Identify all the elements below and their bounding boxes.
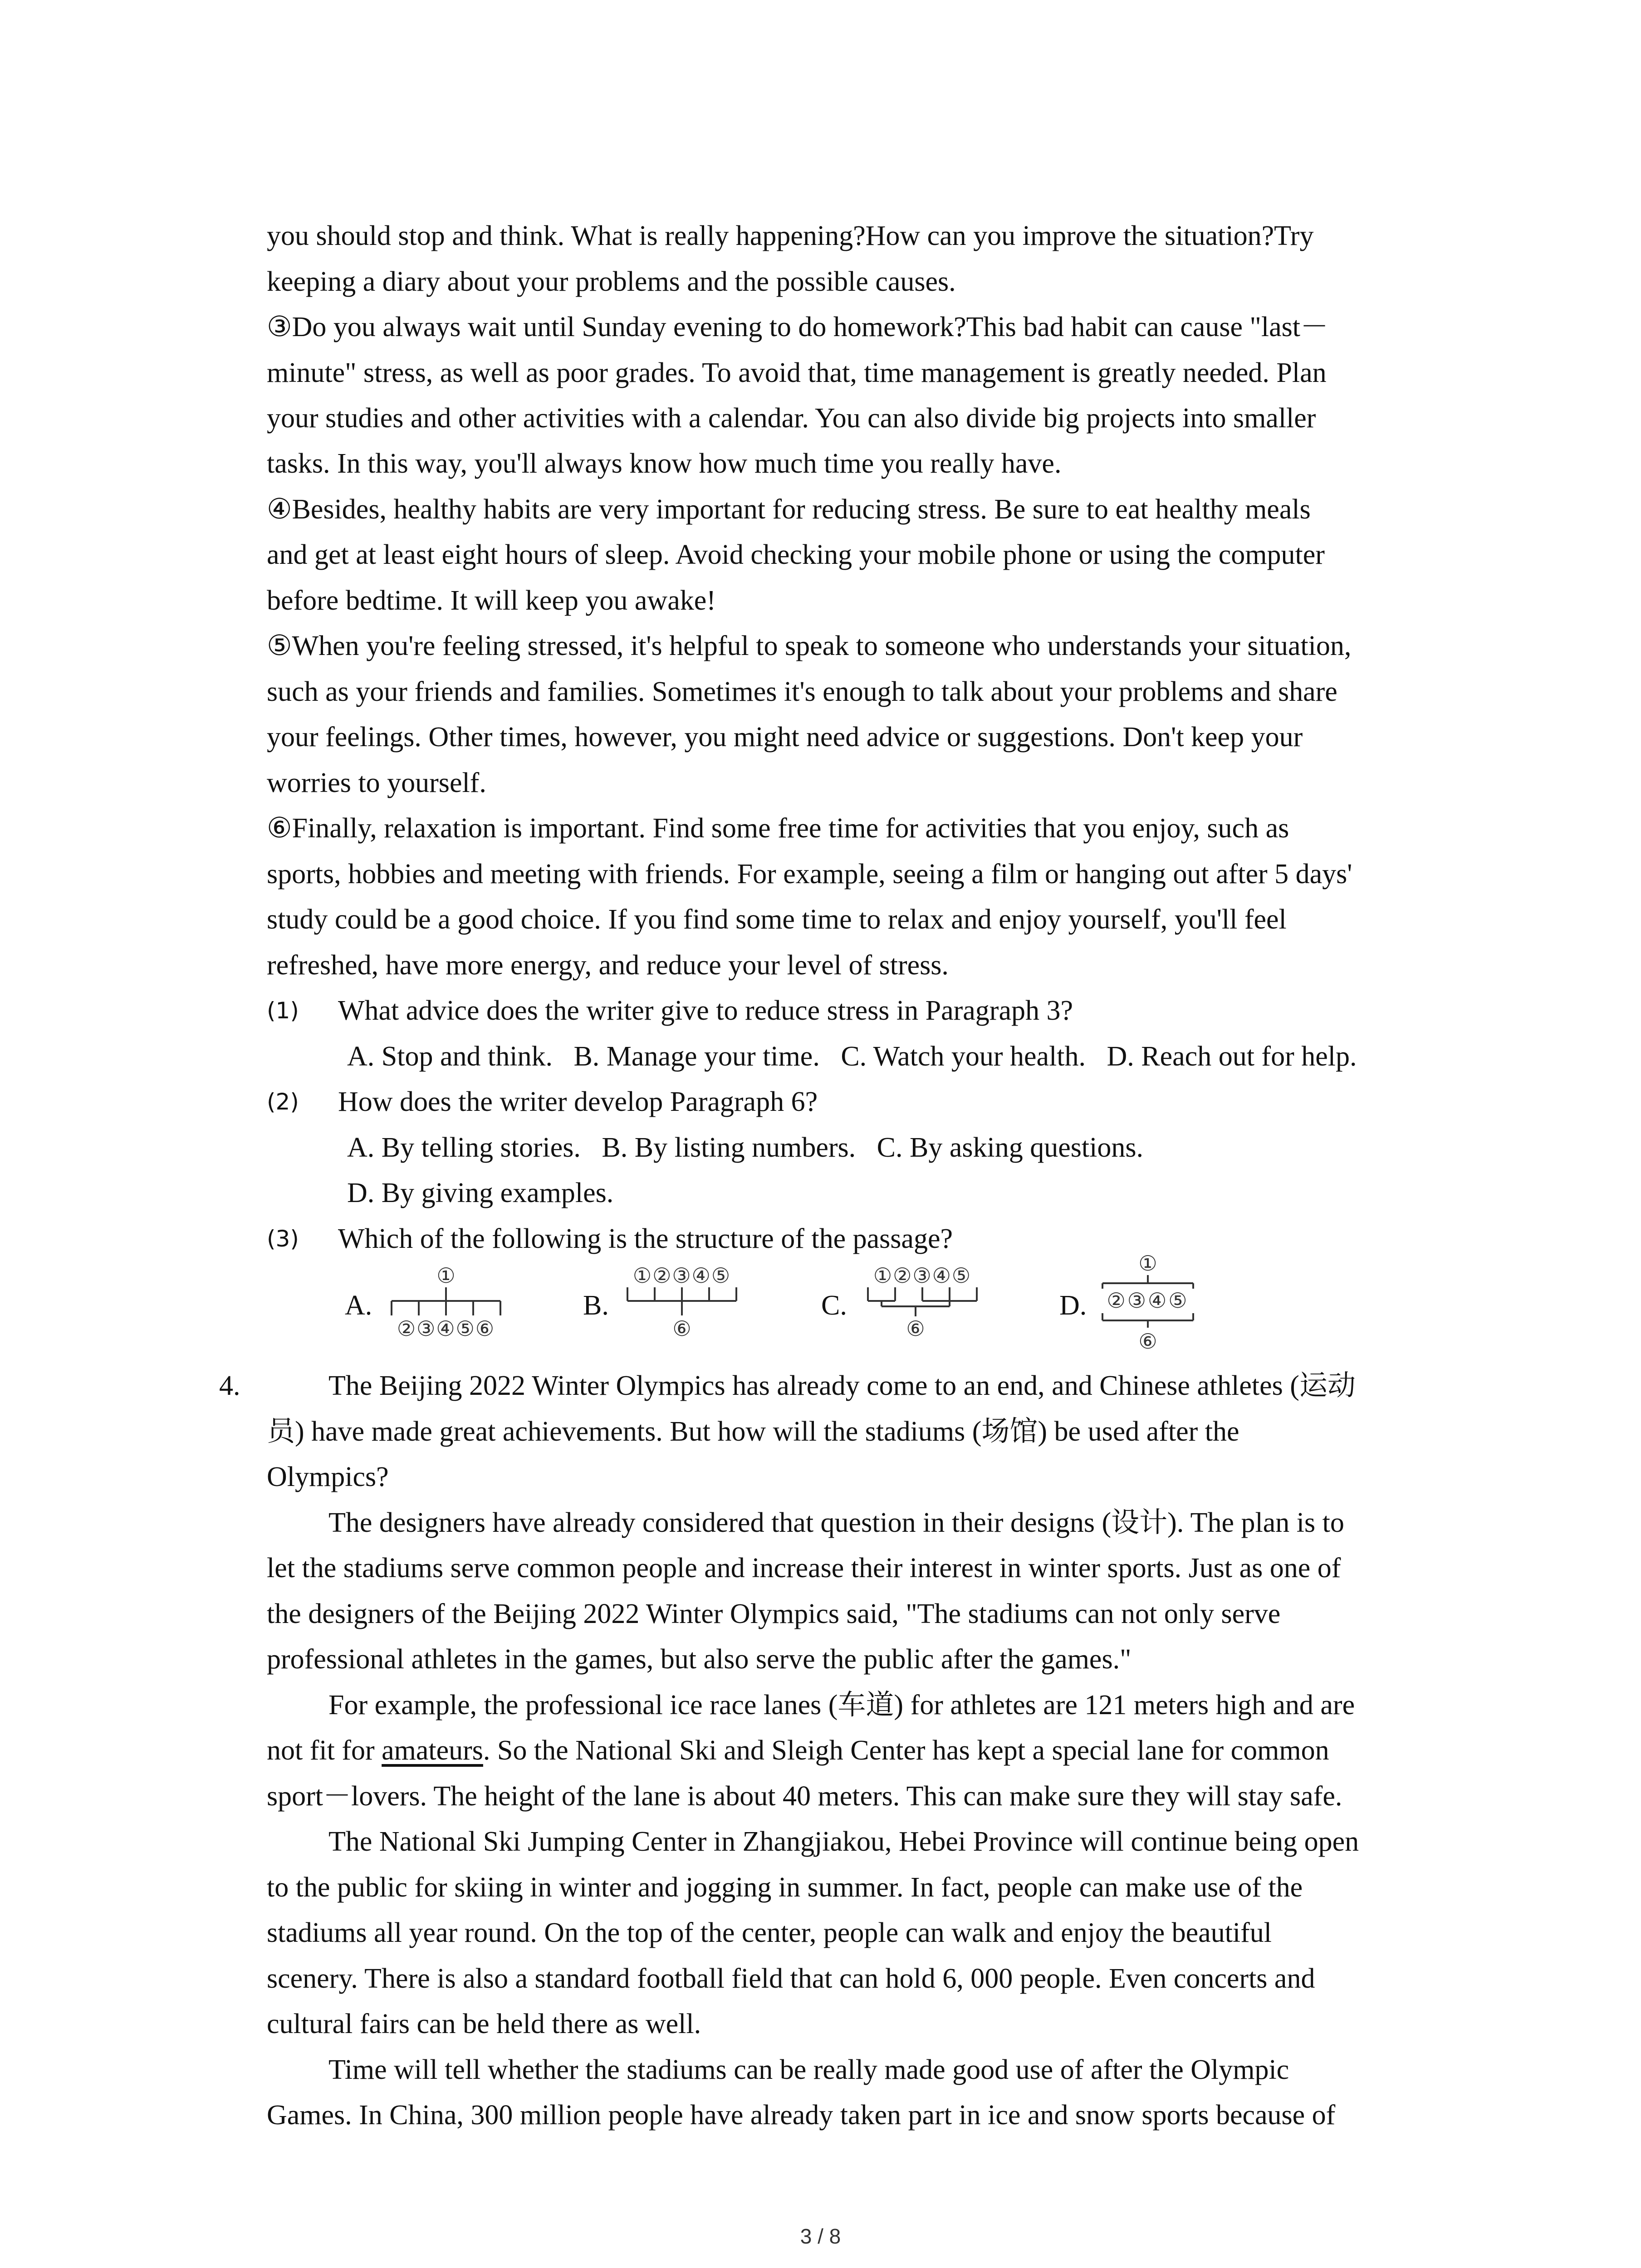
structure-diagram-b <box>616 1261 748 1347</box>
question-text: What advice does the writer give to reduce stress in Paragraph 3? <box>338 995 1073 1026</box>
svg-text:②③④⑤: ②③④⑤ <box>1107 1288 1189 1313</box>
passage-line: ③Do you always wait until Sunday evening to do homework?This bad habit can cause "last－ <box>267 312 1328 342</box>
passage-line: study could be a good choice. If you find some time to relax and enjoy yourself, you'll feel <box>267 904 1287 935</box>
passage-line: worries to yourself. <box>267 767 486 798</box>
structure-diagram-d <box>1089 1250 1207 1354</box>
passage-line: refreshed, have more energy, and reduce your level of stress. <box>267 950 949 981</box>
passage-line: 员) have made great achievements. But how will the stadiums (场馆) be used after the <box>267 1416 1239 1447</box>
passage-line: your studies and other activities with a calendar. You can also divide big projects into smaller <box>267 403 1316 434</box>
passage-line: Time will tell whether the stadiums can be really made good use of after the Olympic <box>328 2054 1289 2085</box>
text-segment: . So the National Ski and Sleigh Center has kept a special lane for common <box>483 1735 1329 1766</box>
passage-line: such as your friends and families. Sometimes it's enough to talk about your problems and share <box>267 676 1337 707</box>
svg-text:⑥: ⑥ <box>1138 1329 1157 1354</box>
svg-text:①: ① <box>1138 1251 1157 1276</box>
passage-line: For example, the professional ice race lanes (车道) for athletes are 121 meters high and are <box>328 1690 1355 1721</box>
passage-line: ⑥Finally, relaxation is important. Find some free time for activities that you enjoy, such as <box>267 813 1289 844</box>
text-segment: not fit for <box>267 1735 382 1766</box>
passage-line: sports, hobbies and meeting with friends. For example, seeing a film or hanging out after 5 days' <box>267 859 1352 890</box>
passage-line <box>267 1728 1329 1774</box>
passage-line: ④Besides, healthy habits are very important for reducing stress. Be sure to eat healthy meals <box>267 494 1311 525</box>
passage-line: sport－lovers. The height of the lane is about 40 meters. This can make sure they will stay safe. <box>267 1781 1342 1812</box>
passage-line: let the stadiums serve common people and increase their interest in winter sports. Just as one of <box>267 1553 1341 1584</box>
passage-line: The Beijing 2022 Winter Olympics has already come to an end, and Chinese athletes (运动 <box>328 1370 1356 1401</box>
passage-line: professional athletes in the games, but also serve the public after the games." <box>267 1644 1132 1675</box>
passage-line: Games. In China, 300 million people have already taken part in ice and snow sports because of <box>267 2100 1336 2131</box>
option-d-label: D. <box>1059 1290 1087 1321</box>
passage-line: Olympics? <box>267 1461 389 1492</box>
passage-line: The National Ski Jumping Center in Zhangjiakou, Hebei Province will continue being open <box>328 1826 1359 1857</box>
question-number: (1) <box>267 997 299 1024</box>
svg-text:①: ① <box>436 1263 456 1288</box>
question-options: A. Stop and think. B. Manage your time. C. Watch your health. D. Reach out for help. <box>347 1041 1357 1072</box>
question-options: D. By giving examples. <box>347 1178 614 1208</box>
passage-line: and get at least eight hours of sleep. Avoid checking your mobile phone or using the computer <box>267 539 1325 570</box>
passage-line: scenery. There is also a standard football field that can hold 6, 000 people. Even concerts and <box>267 1963 1315 1994</box>
passage-line: stadiums all year round. On the top of the center, people can walk and enjoy the beautiful <box>267 1917 1272 1948</box>
question-number: (3) <box>267 1226 299 1252</box>
passage-line: The designers have already considered that question in their designs (设计). The plan is to <box>328 1507 1344 1538</box>
question-text: How does the writer develop Paragraph 6? <box>338 1086 818 1117</box>
passage-line: the designers of the Beijing 2022 Winter Olympics said, "The stadiums can not only serve <box>267 1598 1281 1629</box>
passage-line: keeping a diary about your problems and the possible causes. <box>267 266 956 297</box>
passage-line: your feelings. Other times, however, you might need advice or suggestions. Don't keep your <box>267 722 1303 753</box>
svg-text:⑥: ⑥ <box>906 1316 925 1341</box>
passage-line: tasks. In this way, you'll always know how much time you really have. <box>267 448 1062 479</box>
passage-line: cultural fairs can be held there as well. <box>267 2009 701 2039</box>
option-b-label: B. <box>583 1290 609 1321</box>
svg-text:⑥: ⑥ <box>672 1316 691 1341</box>
passage-line: minute" stress, as well as poor grades. To avoid that, time management is greatly needed. Plan <box>267 357 1327 388</box>
question-number: (2) <box>267 1089 299 1115</box>
passage-line: ⑤When you're feeling stressed, it's helpful to speak to someone who understands your situation, <box>267 631 1352 661</box>
passage-line: you should stop and think. What is really happening?How can you improve the situation?Try <box>267 220 1314 251</box>
passage-line: to the public for skiing in winter and jogging in summer. In fact, people can make use of the <box>267 1872 1303 1903</box>
question-options: A. By telling stories. B. By listing numbers. C. By asking questions. <box>347 1132 1143 1163</box>
question-text: Which of the following is the structure of the passage? <box>338 1223 953 1254</box>
svg-text:①②③④⑤: ①②③④⑤ <box>632 1263 731 1288</box>
underlined-word: amateurs <box>382 1735 483 1766</box>
page-number: 3 / 8 <box>800 2224 841 2248</box>
svg-text:②③④⑤⑥: ②③④⑤⑥ <box>397 1316 495 1341</box>
option-a-label: A. <box>345 1290 372 1321</box>
structure-diagram-c <box>857 1261 988 1347</box>
option-c-label: C. <box>821 1290 847 1321</box>
passage-number: 4. <box>219 1370 240 1401</box>
structure-diagram-a <box>380 1261 512 1347</box>
passage-line: before bedtime. It will keep you awake! <box>267 585 716 616</box>
svg-text:①②③④⑤: ①②③④⑤ <box>873 1263 972 1288</box>
